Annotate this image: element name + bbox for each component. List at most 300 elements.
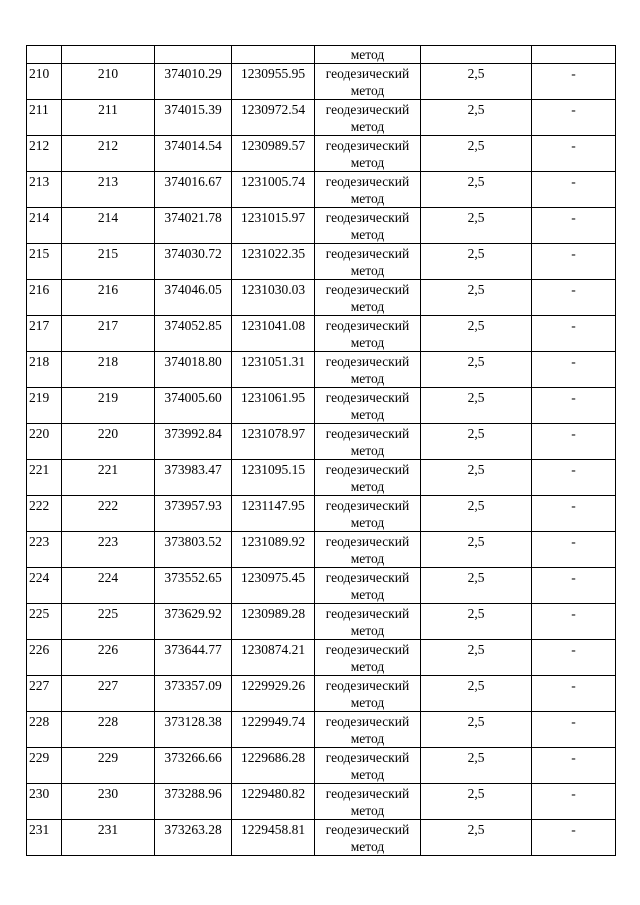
method-text: геодезический <box>325 498 410 513</box>
table-row <box>27 640 616 676</box>
method-cell <box>315 784 421 820</box>
continuation-cell-description <box>532 46 616 64</box>
coordinate-y-cell <box>232 820 315 856</box>
coordinate-y-cell <box>232 352 315 388</box>
continuation-cell-x <box>155 46 232 64</box>
accuracy-cell <box>421 676 532 712</box>
continuation-method-text: метод <box>350 47 385 62</box>
description-text: - <box>571 282 576 297</box>
point-name-cell <box>62 64 155 100</box>
method-text: геодезический <box>325 822 410 837</box>
method-cell <box>315 280 421 316</box>
accuracy-text: 2,5 <box>467 498 485 513</box>
point-name-text: 223 <box>97 534 119 549</box>
coordinate-y-cell <box>232 244 315 280</box>
description-text: - <box>571 102 576 117</box>
point-name-text: 214 <box>97 210 119 225</box>
method-cell <box>315 100 421 136</box>
description-text: - <box>571 66 576 81</box>
accuracy-text: 2,5 <box>467 822 485 837</box>
point-name-cell <box>62 136 155 172</box>
method-cell <box>315 208 421 244</box>
description-cell <box>532 208 616 244</box>
coordinate-x-text: 374014.54 <box>164 138 222 153</box>
point-number-cell <box>27 820 62 856</box>
point-number-cell <box>27 388 62 424</box>
accuracy-text: 2,5 <box>467 786 485 801</box>
point-number-text: 212 <box>29 138 50 153</box>
point-name-cell <box>62 784 155 820</box>
point-name-cell <box>62 388 155 424</box>
coordinate-x-cell <box>155 676 232 712</box>
continuation-cell-method <box>315 46 421 64</box>
point-name-cell <box>62 352 155 388</box>
coordinate-x-cell <box>155 244 232 280</box>
coordinate-x-cell <box>155 460 232 496</box>
point-number-text: 211 <box>29 102 49 117</box>
point-number-cell <box>27 136 62 172</box>
coordinate-x-text: 373957.93 <box>164 498 222 513</box>
continuation-cell-num <box>27 46 62 64</box>
point-number-text: 216 <box>29 282 50 297</box>
table-row <box>27 280 616 316</box>
description-cell <box>532 676 616 712</box>
point-name-text: 229 <box>97 750 119 765</box>
point-name-text: 212 <box>97 138 119 153</box>
method-cell <box>315 676 421 712</box>
coordinate-y-text: 1231051.31 <box>240 354 306 369</box>
point-name-cell <box>62 316 155 352</box>
description-cell <box>532 136 616 172</box>
description-text: - <box>571 714 576 729</box>
method-cell <box>315 532 421 568</box>
coordinate-y-text: 1229929.26 <box>240 678 306 693</box>
coordinate-y-text: 1231015.97 <box>240 210 306 225</box>
table-row <box>27 604 616 640</box>
point-number-cell <box>27 640 62 676</box>
method-text: геодезический <box>325 570 410 585</box>
coordinate-y-text: 1231095.15 <box>240 462 306 477</box>
point-number-cell <box>27 604 62 640</box>
coordinate-x-cell <box>155 64 232 100</box>
coordinate-y-cell <box>232 676 315 712</box>
coordinate-x-text: 373266.66 <box>164 750 222 765</box>
method-text: метод <box>350 695 385 710</box>
accuracy-cell <box>421 424 532 460</box>
coordinate-x-cell <box>155 568 232 604</box>
accuracy-text: 2,5 <box>467 390 485 405</box>
description-cell <box>532 100 616 136</box>
accuracy-cell <box>421 640 532 676</box>
method-text: метод <box>350 839 385 854</box>
method-cell <box>315 352 421 388</box>
coordinate-y-text: 1230989.28 <box>240 606 306 621</box>
description-text: - <box>571 786 576 801</box>
point-number-cell <box>27 64 62 100</box>
point-name-text: 225 <box>97 606 119 621</box>
method-text: метод <box>350 119 385 134</box>
coordinate-x-cell <box>155 208 232 244</box>
accuracy-text: 2,5 <box>467 570 485 585</box>
method-cell <box>315 496 421 532</box>
accuracy-cell <box>421 748 532 784</box>
point-name-cell <box>62 280 155 316</box>
method-cell <box>315 604 421 640</box>
accuracy-text: 2,5 <box>467 354 485 369</box>
description-text: - <box>571 138 576 153</box>
method-text: метод <box>350 191 385 206</box>
point-number-cell <box>27 676 62 712</box>
point-number-cell <box>27 496 62 532</box>
coordinate-y-cell <box>232 496 315 532</box>
coordinate-y-text: 1231078.97 <box>240 426 306 441</box>
coordinate-x-cell <box>155 388 232 424</box>
coordinate-y-cell <box>232 748 315 784</box>
accuracy-text: 2,5 <box>467 282 485 297</box>
description-text: - <box>571 426 576 441</box>
coordinate-y-text: 1231147.95 <box>241 498 305 513</box>
table-row <box>27 100 616 136</box>
method-text: геодезический <box>325 462 410 477</box>
method-text: геодезический <box>325 642 410 657</box>
description-cell <box>532 388 616 424</box>
coordinate-x-cell <box>155 784 232 820</box>
continuation-cell-accuracy <box>421 46 532 64</box>
coordinate-y-cell <box>232 712 315 748</box>
coordinate-x-cell <box>155 532 232 568</box>
table-row <box>27 172 616 208</box>
description-text: - <box>571 210 576 225</box>
point-name-cell <box>62 532 155 568</box>
point-number-cell <box>27 280 62 316</box>
table-row <box>27 352 616 388</box>
description-text: - <box>571 246 576 261</box>
point-name-text: 213 <box>97 174 119 189</box>
method-text: метод <box>350 623 385 638</box>
method-text: метод <box>350 767 385 782</box>
coordinate-x-cell <box>155 172 232 208</box>
description-cell <box>532 532 616 568</box>
description-text: - <box>571 678 576 693</box>
coordinate-x-text: 373357.09 <box>164 678 222 693</box>
coordinate-y-cell <box>232 784 315 820</box>
method-text: метод <box>350 335 385 350</box>
coordinate-y-cell <box>232 532 315 568</box>
coordinate-x-cell <box>155 280 232 316</box>
coordinate-x-text: 373629.92 <box>164 606 222 621</box>
point-name-text: 227 <box>97 678 119 693</box>
coordinate-y-text: 1231061.95 <box>240 390 306 405</box>
coordinate-x-text: 373992.84 <box>164 426 222 441</box>
accuracy-cell <box>421 136 532 172</box>
point-name-text: 231 <box>97 822 119 837</box>
table-row <box>27 136 616 172</box>
point-number-cell <box>27 100 62 136</box>
continuation-cell-y <box>232 46 315 64</box>
point-number-cell <box>27 424 62 460</box>
description-text: - <box>571 570 576 585</box>
method-cell <box>315 388 421 424</box>
point-number-text: 217 <box>29 318 50 333</box>
coordinate-x-cell <box>155 496 232 532</box>
point-number-text: 226 <box>29 642 50 657</box>
accuracy-text: 2,5 <box>467 246 485 261</box>
coordinate-x-text: 374052.85 <box>164 318 222 333</box>
description-text: - <box>571 534 576 549</box>
point-number-text: 219 <box>29 390 50 405</box>
accuracy-cell <box>421 568 532 604</box>
coordinate-y-text: 1230972.54 <box>240 102 306 117</box>
coordinate-y-cell <box>232 568 315 604</box>
method-text: геодезический <box>325 354 410 369</box>
coordinate-x-text: 373128.38 <box>164 714 222 729</box>
point-name-text: 216 <box>97 282 119 297</box>
accuracy-cell <box>421 712 532 748</box>
coordinate-x-text: 373803.52 <box>164 534 222 549</box>
accuracy-cell <box>421 820 532 856</box>
point-name-text: 217 <box>97 318 119 333</box>
point-name-cell <box>62 424 155 460</box>
point-number-cell <box>27 172 62 208</box>
point-number-cell <box>27 244 62 280</box>
description-cell <box>532 316 616 352</box>
point-number-text: 218 <box>29 354 50 369</box>
method-text: метод <box>350 443 385 458</box>
coordinate-y-cell <box>232 640 315 676</box>
accuracy-text: 2,5 <box>467 174 485 189</box>
coordinate-y-text: 1230989.57 <box>240 138 306 153</box>
coordinate-x-cell <box>155 352 232 388</box>
accuracy-text: 2,5 <box>467 534 485 549</box>
point-number-text: 214 <box>29 210 50 225</box>
point-name-text: 228 <box>97 714 119 729</box>
point-number-cell <box>27 352 62 388</box>
method-cell <box>315 712 421 748</box>
accuracy-text: 2,5 <box>467 426 485 441</box>
description-cell <box>532 604 616 640</box>
coordinate-x-text: 374010.29 <box>164 66 222 81</box>
point-name-text: 222 <box>97 498 119 513</box>
point-number-cell <box>27 208 62 244</box>
table-row <box>27 208 616 244</box>
coordinate-y-cell <box>232 136 315 172</box>
method-text: метод <box>350 371 385 386</box>
description-cell <box>532 280 616 316</box>
point-number-cell <box>27 748 62 784</box>
table-row <box>27 388 616 424</box>
coordinate-y-cell <box>232 280 315 316</box>
accuracy-cell <box>421 352 532 388</box>
accuracy-cell <box>421 532 532 568</box>
table-row <box>27 64 616 100</box>
method-text: геодезический <box>325 534 410 549</box>
method-cell <box>315 136 421 172</box>
table-row <box>27 244 616 280</box>
coordinate-x-text: 374030.72 <box>164 246 222 261</box>
table-row <box>27 460 616 496</box>
point-number-text: 229 <box>29 750 50 765</box>
method-text: геодезический <box>325 138 410 153</box>
coordinate-x-text: 374046.05 <box>164 282 222 297</box>
point-number-text: 213 <box>29 174 50 189</box>
method-text: геодезический <box>325 246 410 261</box>
point-name-cell <box>62 568 155 604</box>
method-text: геодезический <box>325 786 410 801</box>
table-row <box>27 820 616 856</box>
coordinate-y-cell <box>232 460 315 496</box>
coordinate-x-text: 373288.96 <box>164 786 222 801</box>
description-text: - <box>571 462 576 477</box>
point-name-text: 220 <box>97 426 119 441</box>
description-text: - <box>571 822 576 837</box>
point-number-text: 225 <box>29 606 50 621</box>
coordinates-table <box>26 45 616 856</box>
point-number-text: 220 <box>29 426 50 441</box>
description-text: - <box>571 498 576 513</box>
coordinate-y-text: 1229480.82 <box>240 786 306 801</box>
point-name-text: 218 <box>97 354 119 369</box>
point-name-cell <box>62 460 155 496</box>
method-text: метод <box>350 659 385 674</box>
point-name-text: 219 <box>97 390 119 405</box>
accuracy-cell <box>421 496 532 532</box>
coordinate-x-text: 373644.77 <box>164 642 222 657</box>
point-name-cell <box>62 496 155 532</box>
method-text: геодезический <box>325 714 410 729</box>
description-cell <box>532 64 616 100</box>
method-text: метод <box>350 299 385 314</box>
method-text: метод <box>350 587 385 602</box>
accuracy-text: 2,5 <box>467 678 485 693</box>
accuracy-text: 2,5 <box>467 318 485 333</box>
coordinate-x-cell <box>155 748 232 784</box>
method-text: метод <box>350 479 385 494</box>
table-row <box>27 532 616 568</box>
point-name-cell <box>62 244 155 280</box>
coordinate-y-cell <box>232 100 315 136</box>
point-number-text: 210 <box>29 66 50 81</box>
method-text: геодезический <box>325 210 410 225</box>
coordinate-x-cell <box>155 712 232 748</box>
description-cell <box>532 820 616 856</box>
table-row <box>27 712 616 748</box>
accuracy-cell <box>421 604 532 640</box>
accuracy-text: 2,5 <box>467 102 485 117</box>
point-name-text: 215 <box>97 246 119 261</box>
point-number-text: 223 <box>29 534 50 549</box>
method-text: геодезический <box>325 606 410 621</box>
coordinate-y-text: 1230975.45 <box>240 570 306 585</box>
coordinate-x-text: 374015.39 <box>164 102 222 117</box>
point-number-cell <box>27 784 62 820</box>
accuracy-cell <box>421 316 532 352</box>
table-row <box>27 676 616 712</box>
method-text: метод <box>350 515 385 530</box>
description-cell <box>532 352 616 388</box>
point-name-text: 230 <box>97 786 119 801</box>
method-cell <box>315 244 421 280</box>
description-cell <box>532 784 616 820</box>
accuracy-cell <box>421 172 532 208</box>
accuracy-text: 2,5 <box>467 66 485 81</box>
continuation-row <box>27 46 616 64</box>
point-name-cell <box>62 640 155 676</box>
point-name-text: 210 <box>97 66 119 81</box>
description-text: - <box>571 354 576 369</box>
coordinate-y-cell <box>232 316 315 352</box>
coordinate-y-text: 1230955.95 <box>240 66 306 81</box>
method-cell <box>315 820 421 856</box>
description-text: - <box>571 642 576 657</box>
point-name-cell <box>62 820 155 856</box>
accuracy-text: 2,5 <box>467 642 485 657</box>
accuracy-cell <box>421 280 532 316</box>
description-text: - <box>571 174 576 189</box>
method-text: геодезический <box>325 102 410 117</box>
coordinate-x-cell <box>155 424 232 460</box>
point-number-text: 230 <box>29 786 50 801</box>
coordinate-x-text: 374005.60 <box>164 390 222 405</box>
method-text: геодезический <box>325 390 410 405</box>
coordinate-y-text: 1230874.21 <box>240 642 306 657</box>
point-name-cell <box>62 676 155 712</box>
point-name-text: 226 <box>97 642 119 657</box>
description-text: - <box>571 750 576 765</box>
method-text: геодезический <box>325 750 410 765</box>
description-text: - <box>571 390 576 405</box>
accuracy-cell <box>421 100 532 136</box>
point-number-text: 227 <box>29 678 50 693</box>
method-text: метод <box>350 155 385 170</box>
accuracy-cell <box>421 784 532 820</box>
coordinate-y-text: 1231030.03 <box>240 282 306 297</box>
accuracy-cell <box>421 388 532 424</box>
accuracy-text: 2,5 <box>467 714 485 729</box>
method-cell <box>315 748 421 784</box>
method-cell <box>315 316 421 352</box>
coordinate-x-text: 374021.78 <box>164 210 222 225</box>
table-row <box>27 316 616 352</box>
coordinate-x-text: 373552.65 <box>164 570 222 585</box>
coordinate-y-cell <box>232 388 315 424</box>
table-body <box>27 46 616 856</box>
method-cell <box>315 568 421 604</box>
continuation-cell-name <box>62 46 155 64</box>
coordinate-y-text: 1231041.08 <box>240 318 306 333</box>
method-text: метод <box>350 551 385 566</box>
coordinate-x-text: 373983.47 <box>164 462 222 477</box>
table-row <box>27 424 616 460</box>
coordinate-x-text: 374016.67 <box>164 174 222 189</box>
coordinate-x-cell <box>155 316 232 352</box>
coordinate-y-cell <box>232 172 315 208</box>
coordinate-y-text: 1231089.92 <box>240 534 306 549</box>
table-row <box>27 496 616 532</box>
method-text: метод <box>350 83 385 98</box>
accuracy-text: 2,5 <box>467 138 485 153</box>
coordinate-x-cell <box>155 820 232 856</box>
description-cell <box>532 496 616 532</box>
coordinate-x-text: 373263.28 <box>164 822 222 837</box>
description-cell <box>532 712 616 748</box>
coordinate-y-cell <box>232 604 315 640</box>
coordinate-x-text: 374018.80 <box>164 354 222 369</box>
accuracy-text: 2,5 <box>467 750 485 765</box>
coordinate-y-cell <box>232 208 315 244</box>
description-text: - <box>571 318 576 333</box>
method-text: геодезический <box>325 318 410 333</box>
description-text: - <box>571 606 576 621</box>
